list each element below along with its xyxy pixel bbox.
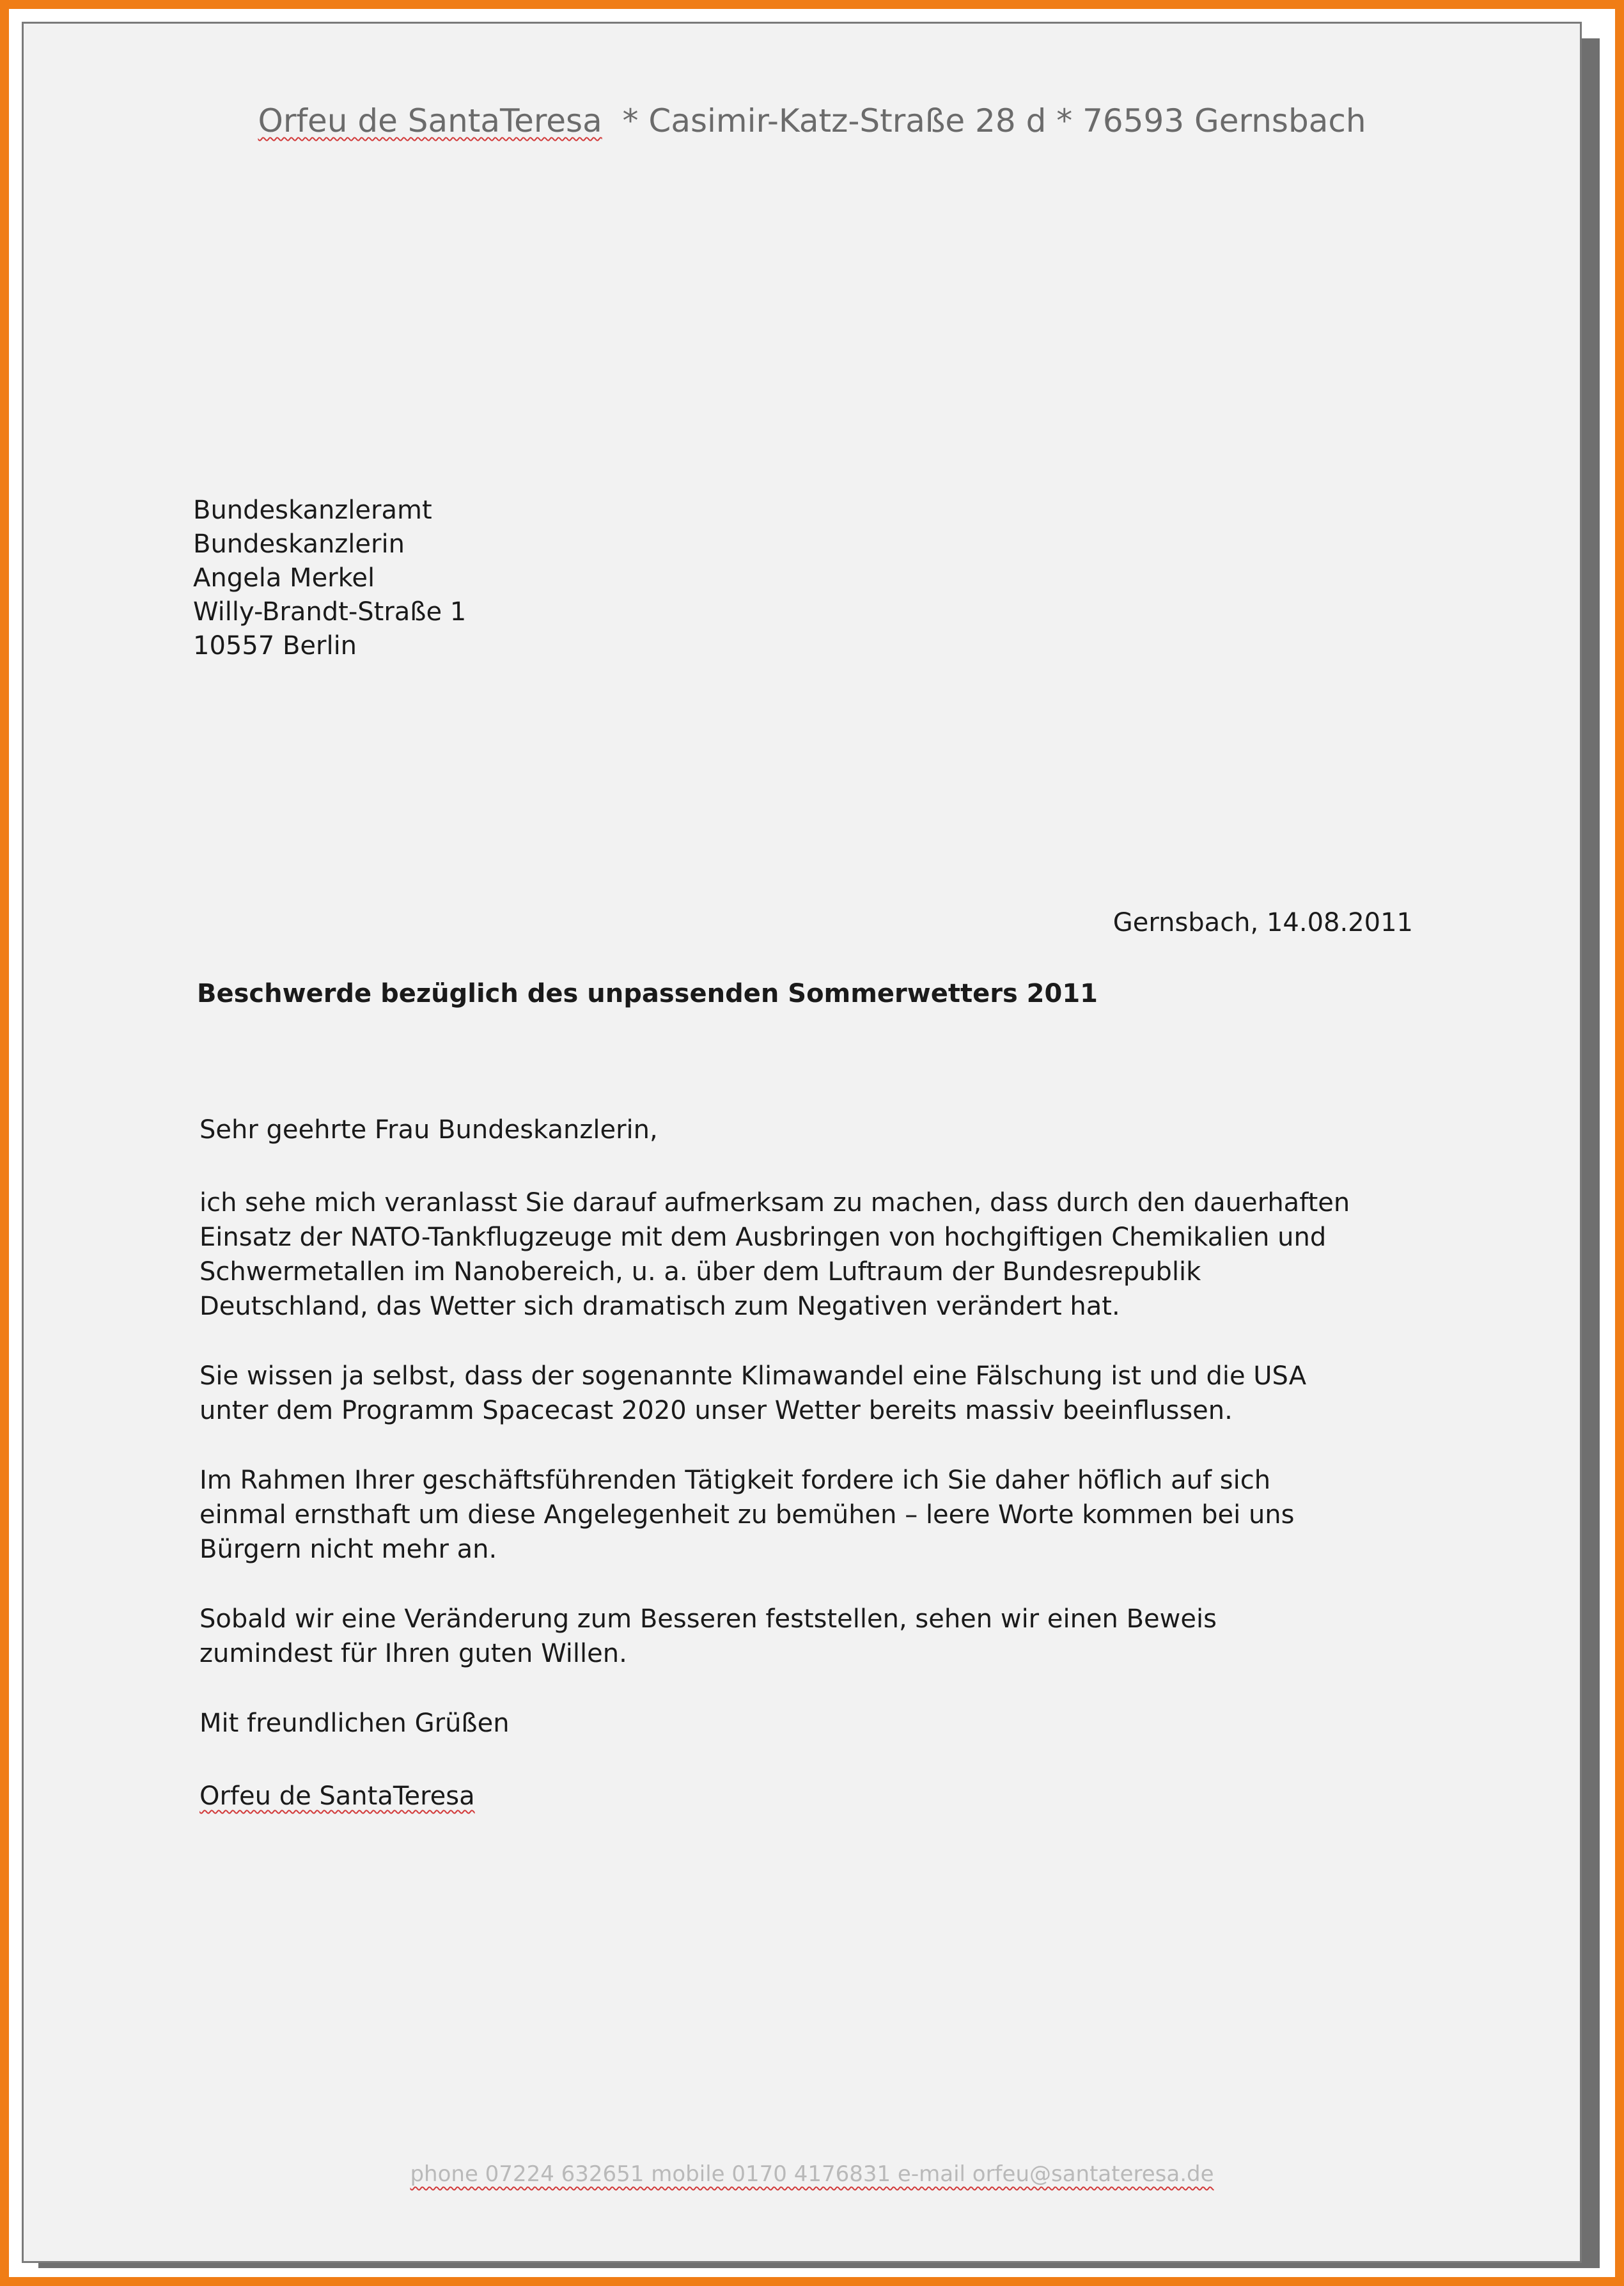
- recipient-line: Bundeskanzlerin: [193, 529, 405, 559]
- footer-contact-text: phone 07224 632651 mobile 0170 4176831 e-mail orfeu@santateresa.de: [410, 2161, 1214, 2187]
- paragraph-line: Sobald wir eine Veränderung zum Besseren feststellen, sehen wir einen Beweis: [199, 1604, 1217, 1634]
- page-shadow-bottom: [38, 2263, 1600, 2268]
- recipient-address: [193, 494, 466, 663]
- letter-body: [199, 1113, 1446, 1813]
- recipient-line: Angela Merkel: [193, 563, 375, 593]
- footer-contact: [0, 2161, 1624, 2187]
- paragraph-line: Sie wissen ja selbst, dass der sogenannte Klimawandel eine Fälschung ist und die USA: [199, 1361, 1307, 1391]
- paragraph-line: zumindest für Ihren guten Willen.: [199, 1639, 627, 1668]
- salutation: Sehr geehrte Frau Bundeskanzlerin,: [199, 1115, 658, 1145]
- paragraph-line: unter dem Programm Spacecast 2020 unser Wetter bereits massiv beeinflussen.: [199, 1396, 1233, 1425]
- paragraph-line: ich sehe mich veranlasst Sie darauf aufmerksam zu machen, dass durch den dauerhaften: [199, 1188, 1350, 1217]
- paragraph-line: Deutschland, das Wetter sich dramatisch zum Negativen verändert hat.: [199, 1292, 1120, 1321]
- recipient-line: Willy-Brandt-Straße 1: [193, 597, 467, 627]
- paragraph-line: Schwermetallen im Nanobereich, u. a. über dem Luftraum der Bundesrepublik: [199, 1257, 1201, 1287]
- closing: Mit freundlichen Grüßen: [199, 1709, 510, 1738]
- paragraph-line: einmal ernsthaft um diese Angelegenheit zu bemühen – leere Worte kommen bei uns: [199, 1500, 1295, 1530]
- paragraph-line: Bürgern nicht mehr an.: [199, 1535, 497, 1564]
- letterhead: [0, 102, 1624, 139]
- paragraph: [199, 1186, 1446, 1324]
- paragraph: [199, 1359, 1446, 1428]
- place-date: Gernsbach, 14.08.2011: [1113, 908, 1413, 937]
- recipient-line: 10557 Berlin: [193, 631, 357, 661]
- paragraph-line: Einsatz der NATO-Tankflugzeuge mit dem Ausbringen von hochgiftigen Chemikalien und: [199, 1223, 1327, 1252]
- paragraph: [199, 1602, 1446, 1671]
- signature-name: Orfeu de SantaTeresa: [199, 1781, 475, 1811]
- sender-name: Orfeu de SantaTeresa: [258, 102, 602, 139]
- sender-address: * Casimir-Katz-Straße 28 d * 76593 Gernsbach: [602, 102, 1366, 139]
- page-shadow-right: [1582, 38, 1600, 2264]
- recipient-line: Bundeskanzleramt: [193, 496, 432, 525]
- paragraph: [199, 1463, 1446, 1567]
- subject-line: Beschwerde bezüglich des unpassenden Sommerwetters 2011: [197, 979, 1098, 1008]
- paragraph-line: Im Rahmen Ihrer geschäftsführenden Tätigkeit fordere ich Sie daher höflich auf sich: [199, 1466, 1271, 1495]
- signature: [199, 1779, 1446, 1813]
